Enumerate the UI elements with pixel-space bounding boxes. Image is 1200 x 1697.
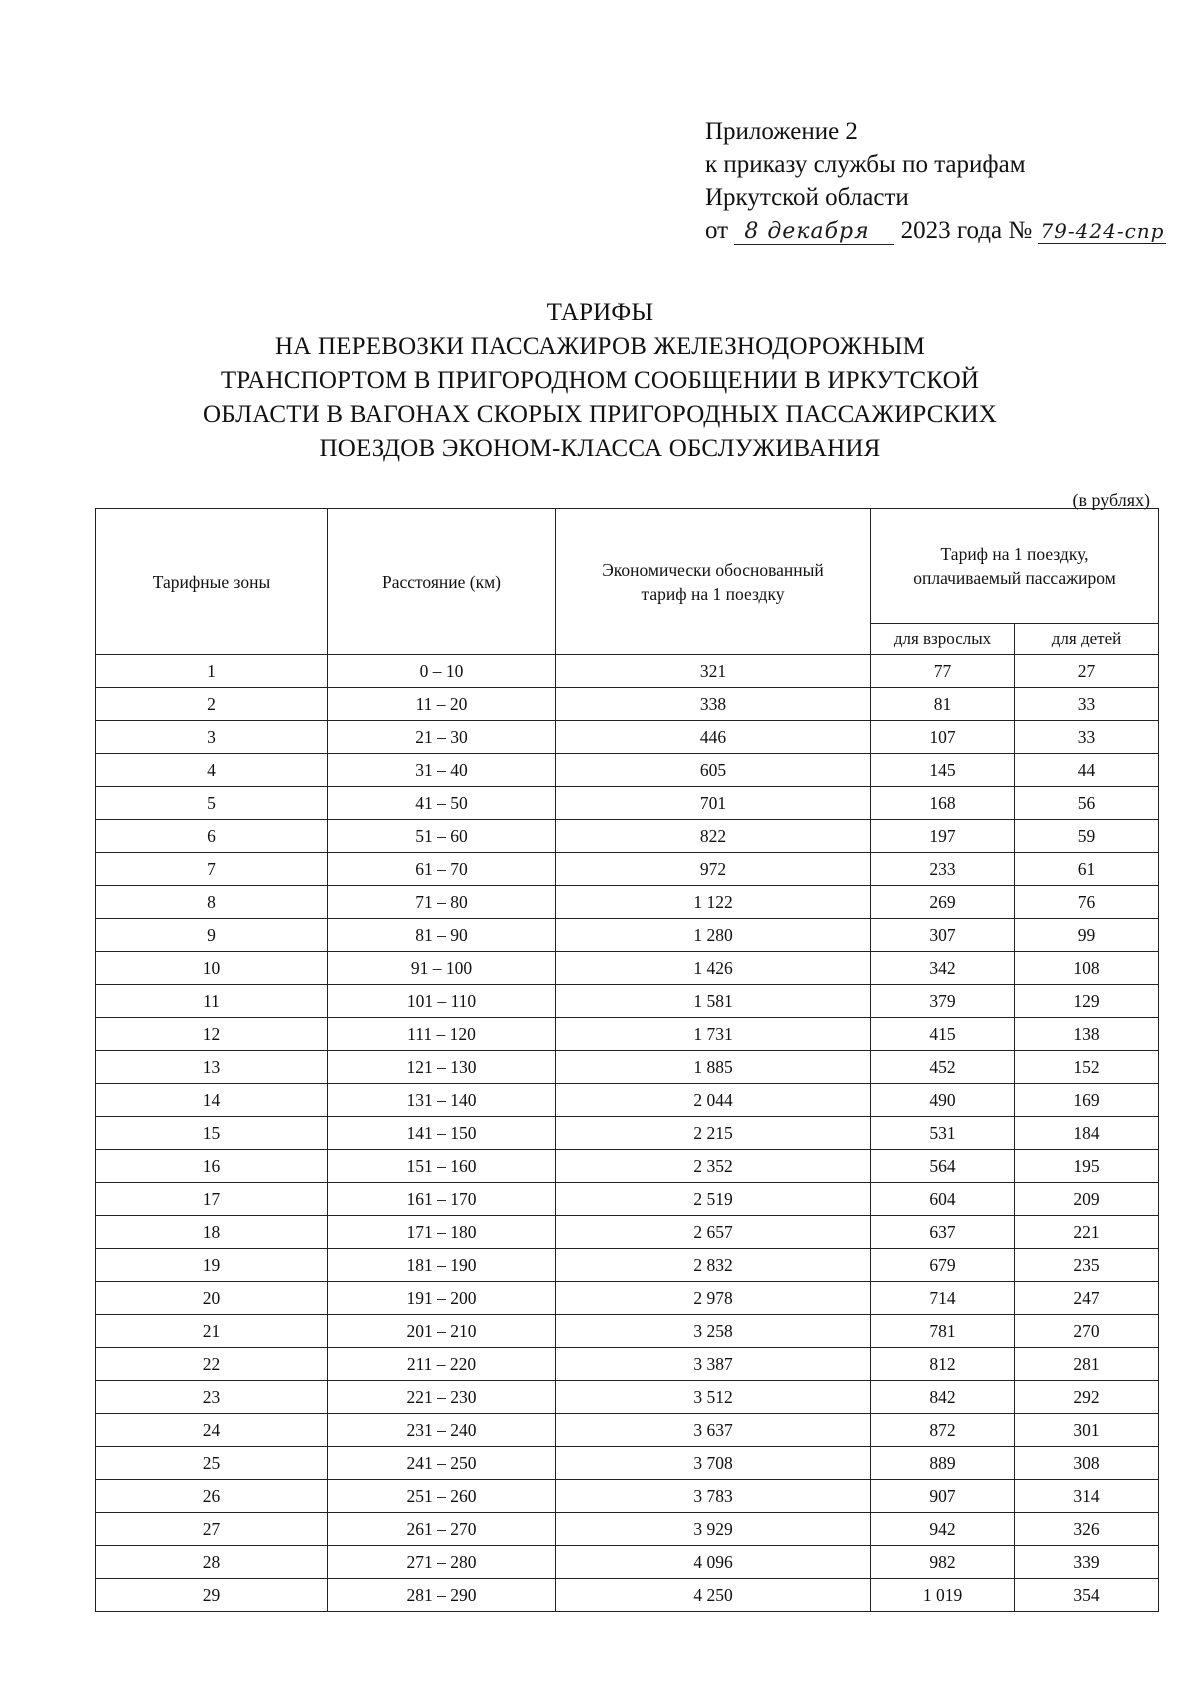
cell-adult-tariff: 233 <box>871 853 1015 886</box>
cell-economic-tariff: 1 280 <box>556 919 871 952</box>
cell-economic-tariff: 1 122 <box>556 886 871 919</box>
cell-zone: 5 <box>96 787 328 820</box>
table-row <box>96 1513 1159 1546</box>
cell-distance: 191 – 200 <box>328 1282 556 1315</box>
cell-child-tariff: 339 <box>1015 1546 1159 1579</box>
cell-child-tariff: 169 <box>1015 1084 1159 1117</box>
table-row <box>96 721 1159 754</box>
cell-distance: 101 – 110 <box>328 985 556 1018</box>
cell-adult-tariff: 942 <box>871 1513 1015 1546</box>
table-row <box>96 1348 1159 1381</box>
header-adult: для взрослых <box>871 624 1015 655</box>
cell-distance: 21 – 30 <box>328 721 556 754</box>
cell-distance: 71 – 80 <box>328 886 556 919</box>
table-row <box>96 1414 1159 1447</box>
cell-economic-tariff: 1 885 <box>556 1051 871 1084</box>
title-line-1: ТАРИФЫ <box>546 299 654 326</box>
table-row <box>96 1249 1159 1282</box>
cell-economic-tariff: 605 <box>556 754 871 787</box>
cell-zone: 7 <box>96 853 328 886</box>
cell-zone: 4 <box>96 754 328 787</box>
cell-adult-tariff: 907 <box>871 1480 1015 1513</box>
cell-child-tariff: 56 <box>1015 787 1159 820</box>
cell-distance: 271 – 280 <box>328 1546 556 1579</box>
cell-adult-tariff: 197 <box>871 820 1015 853</box>
table-row <box>96 985 1159 1018</box>
cell-adult-tariff: 637 <box>871 1216 1015 1249</box>
handwritten-date: 8 декабря <box>734 220 894 245</box>
table-row <box>96 1381 1159 1414</box>
cell-economic-tariff: 2 519 <box>556 1183 871 1216</box>
cell-zone: 22 <box>96 1348 328 1381</box>
cell-adult-tariff: 145 <box>871 754 1015 787</box>
table-row <box>96 1447 1159 1480</box>
cell-economic-tariff: 446 <box>556 721 871 754</box>
table-row <box>96 886 1159 919</box>
cell-distance: 241 – 250 <box>328 1447 556 1480</box>
date-prefix: от <box>705 217 729 244</box>
header-distance: Расстояние (км) <box>328 509 556 655</box>
cell-adult-tariff: 379 <box>871 985 1015 1018</box>
table-row <box>96 820 1159 853</box>
table-row <box>96 1546 1159 1579</box>
cell-child-tariff: 195 <box>1015 1150 1159 1183</box>
cell-child-tariff: 270 <box>1015 1315 1159 1348</box>
cell-distance: 261 – 270 <box>328 1513 556 1546</box>
cell-distance: 211 – 220 <box>328 1348 556 1381</box>
cell-economic-tariff: 3 258 <box>556 1315 871 1348</box>
cell-zone: 25 <box>96 1447 328 1480</box>
cell-zone: 14 <box>96 1084 328 1117</box>
header-paid-line-1: Тариф на 1 поездку, <box>940 544 1089 564</box>
header-paid-tariff <box>871 509 1159 624</box>
table-row <box>96 1579 1159 1612</box>
cell-adult-tariff: 812 <box>871 1348 1015 1381</box>
table-row <box>96 1183 1159 1216</box>
cell-child-tariff: 99 <box>1015 919 1159 952</box>
table-row <box>96 952 1159 985</box>
cell-distance: 201 – 210 <box>328 1315 556 1348</box>
cell-child-tariff: 209 <box>1015 1183 1159 1216</box>
table-row <box>96 1480 1159 1513</box>
cell-zone: 16 <box>96 1150 328 1183</box>
cell-child-tariff: 44 <box>1015 754 1159 787</box>
title-line-4: ОБЛАСТИ В ВАГОНАХ СКОРЫХ ПРИГОРОДНЫХ ПАССАЖИРСКИХ <box>202 401 998 428</box>
cell-adult-tariff: 269 <box>871 886 1015 919</box>
cell-economic-tariff: 321 <box>556 655 871 688</box>
cell-child-tariff: 33 <box>1015 721 1159 754</box>
cell-child-tariff: 59 <box>1015 820 1159 853</box>
title-line-5: ПОЕЗДОВ ЭКОНОМ-КЛАССА ОБСЛУЖИВАНИЯ <box>319 435 881 462</box>
cell-child-tariff: 314 <box>1015 1480 1159 1513</box>
cell-economic-tariff: 2 657 <box>556 1216 871 1249</box>
cell-adult-tariff: 679 <box>871 1249 1015 1282</box>
cell-distance: 131 – 140 <box>328 1084 556 1117</box>
cell-zone: 3 <box>96 721 328 754</box>
table-row <box>96 787 1159 820</box>
cell-adult-tariff: 889 <box>871 1447 1015 1480</box>
cell-child-tariff: 27 <box>1015 655 1159 688</box>
cell-economic-tariff: 3 512 <box>556 1381 871 1414</box>
cell-adult-tariff: 452 <box>871 1051 1015 1084</box>
cell-economic-tariff: 2 215 <box>556 1117 871 1150</box>
cell-zone: 19 <box>96 1249 328 1282</box>
cell-distance: 111 – 120 <box>328 1018 556 1051</box>
cell-child-tariff: 76 <box>1015 886 1159 919</box>
cell-child-tariff: 247 <box>1015 1282 1159 1315</box>
cell-zone: 13 <box>96 1051 328 1084</box>
header-zone: Тарифные зоны <box>96 509 328 655</box>
cell-economic-tariff: 972 <box>556 853 871 886</box>
cell-adult-tariff: 107 <box>871 721 1015 754</box>
cell-zone: 24 <box>96 1414 328 1447</box>
cell-economic-tariff: 3 708 <box>556 1447 871 1480</box>
table-row <box>96 1216 1159 1249</box>
cell-adult-tariff: 415 <box>871 1018 1015 1051</box>
cell-distance: 31 – 40 <box>328 754 556 787</box>
cell-zone: 9 <box>96 919 328 952</box>
cell-adult-tariff: 168 <box>871 787 1015 820</box>
cell-adult-tariff: 77 <box>871 655 1015 688</box>
table-header <box>96 509 1159 655</box>
cell-zone: 17 <box>96 1183 328 1216</box>
table-row <box>96 853 1159 886</box>
cell-distance: 231 – 240 <box>328 1414 556 1447</box>
cell-child-tariff: 281 <box>1015 1348 1159 1381</box>
cell-child-tariff: 138 <box>1015 1018 1159 1051</box>
appendix-date-line <box>705 214 1166 247</box>
table-row <box>96 688 1159 721</box>
header-economic-line-2: тариф на 1 поездку <box>641 583 785 604</box>
cell-adult-tariff: 564 <box>871 1150 1015 1183</box>
cell-zone: 6 <box>96 820 328 853</box>
table-body <box>96 655 1159 1612</box>
cell-distance: 161 – 170 <box>328 1183 556 1216</box>
header-child: для детей <box>1015 624 1159 655</box>
header-paid-line-2: оплачиваемый пассажиром <box>913 568 1116 588</box>
cell-distance: 281 – 290 <box>328 1579 556 1612</box>
cell-distance: 0 – 10 <box>328 655 556 688</box>
cell-economic-tariff: 1 581 <box>556 985 871 1018</box>
cell-economic-tariff: 4 250 <box>556 1579 871 1612</box>
header-economic-line-1: Экономически обоснованный <box>602 559 824 580</box>
cell-adult-tariff: 1 019 <box>871 1579 1015 1612</box>
cell-economic-tariff: 701 <box>556 787 871 820</box>
cell-child-tariff: 33 <box>1015 688 1159 721</box>
cell-economic-tariff: 2 978 <box>556 1282 871 1315</box>
cell-child-tariff: 108 <box>1015 952 1159 985</box>
table-row <box>96 1018 1159 1051</box>
cell-economic-tariff: 3 929 <box>556 1513 871 1546</box>
table-row <box>96 1282 1159 1315</box>
appendix-header <box>705 115 1166 247</box>
cell-distance: 141 – 150 <box>328 1117 556 1150</box>
table-row <box>96 1315 1159 1348</box>
cell-economic-tariff: 2 832 <box>556 1249 871 1282</box>
tariff-table <box>95 508 1159 1612</box>
cell-economic-tariff: 3 637 <box>556 1414 871 1447</box>
cell-adult-tariff: 81 <box>871 688 1015 721</box>
header-economic-tariff <box>556 509 871 655</box>
cell-economic-tariff: 1 426 <box>556 952 871 985</box>
appendix-line-3: Иркутской области <box>705 184 909 211</box>
cell-child-tariff: 301 <box>1015 1414 1159 1447</box>
units-note: (в рублях) <box>1072 490 1150 510</box>
cell-distance: 51 – 60 <box>328 820 556 853</box>
cell-distance: 171 – 180 <box>328 1216 556 1249</box>
cell-zone: 20 <box>96 1282 328 1315</box>
table-row <box>96 754 1159 787</box>
cell-child-tariff: 354 <box>1015 1579 1159 1612</box>
cell-economic-tariff: 822 <box>556 820 871 853</box>
table-row <box>96 919 1159 952</box>
cell-distance: 181 – 190 <box>328 1249 556 1282</box>
cell-adult-tariff: 872 <box>871 1414 1015 1447</box>
cell-zone: 2 <box>96 688 328 721</box>
table-row <box>96 1150 1159 1183</box>
cell-child-tariff: 221 <box>1015 1216 1159 1249</box>
cell-zone: 26 <box>96 1480 328 1513</box>
cell-child-tariff: 61 <box>1015 853 1159 886</box>
year-text: 2023 года № <box>900 217 1033 244</box>
cell-economic-tariff: 3 783 <box>556 1480 871 1513</box>
cell-zone: 12 <box>96 1018 328 1051</box>
cell-economic-tariff: 4 096 <box>556 1546 871 1579</box>
appendix-line-1: Приложение 2 <box>705 118 858 145</box>
table-row <box>96 1084 1159 1117</box>
cell-zone: 8 <box>96 886 328 919</box>
cell-adult-tariff: 531 <box>871 1117 1015 1150</box>
cell-adult-tariff: 781 <box>871 1315 1015 1348</box>
cell-economic-tariff: 2 352 <box>556 1150 871 1183</box>
handwritten-order-number: 79-424-спр <box>1040 219 1165 243</box>
cell-distance: 41 – 50 <box>328 787 556 820</box>
cell-adult-tariff: 842 <box>871 1381 1015 1414</box>
cell-distance: 121 – 130 <box>328 1051 556 1084</box>
cell-adult-tariff: 490 <box>871 1084 1015 1117</box>
cell-distance: 61 – 70 <box>328 853 556 886</box>
cell-distance: 81 – 90 <box>328 919 556 952</box>
cell-distance: 91 – 100 <box>328 952 556 985</box>
table-row <box>96 1117 1159 1150</box>
cell-child-tariff: 308 <box>1015 1447 1159 1480</box>
cell-child-tariff: 152 <box>1015 1051 1159 1084</box>
cell-distance: 11 – 20 <box>328 688 556 721</box>
cell-child-tariff: 184 <box>1015 1117 1159 1150</box>
cell-child-tariff: 129 <box>1015 985 1159 1018</box>
cell-zone: 10 <box>96 952 328 985</box>
title-line-3: ТРАНСПОРТОМ В ПРИГОРОДНОМ СООБЩЕНИИ В ИРКУТСКОЙ <box>220 367 980 394</box>
cell-zone: 11 <box>96 985 328 1018</box>
header-row-1 <box>96 509 1159 624</box>
cell-zone: 23 <box>96 1381 328 1414</box>
table-row <box>96 655 1159 688</box>
title-line-2: НА ПЕРЕВОЗКИ ПАССАЖИРОВ ЖЕЛЕЗНОДОРОЖНЫМ <box>274 333 926 360</box>
appendix-line-2: к приказу службы по тарифам <box>705 151 1026 178</box>
cell-child-tariff: 235 <box>1015 1249 1159 1282</box>
cell-zone: 18 <box>96 1216 328 1249</box>
cell-adult-tariff: 604 <box>871 1183 1015 1216</box>
cell-economic-tariff: 3 387 <box>556 1348 871 1381</box>
cell-adult-tariff: 714 <box>871 1282 1015 1315</box>
cell-zone: 15 <box>96 1117 328 1150</box>
cell-distance: 221 – 230 <box>328 1381 556 1414</box>
cell-zone: 1 <box>96 655 328 688</box>
cell-economic-tariff: 2 044 <box>556 1084 871 1117</box>
cell-child-tariff: 326 <box>1015 1513 1159 1546</box>
cell-adult-tariff: 307 <box>871 919 1015 952</box>
cell-zone: 27 <box>96 1513 328 1546</box>
cell-adult-tariff: 982 <box>871 1546 1015 1579</box>
cell-child-tariff: 292 <box>1015 1381 1159 1414</box>
cell-economic-tariff: 1 731 <box>556 1018 871 1051</box>
cell-distance: 151 – 160 <box>328 1150 556 1183</box>
cell-zone: 21 <box>96 1315 328 1348</box>
table-row <box>96 1051 1159 1084</box>
cell-adult-tariff: 342 <box>871 952 1015 985</box>
cell-distance: 251 – 260 <box>328 1480 556 1513</box>
document-title <box>100 296 1100 466</box>
cell-zone: 29 <box>96 1579 328 1612</box>
cell-zone: 28 <box>96 1546 328 1579</box>
cell-economic-tariff: 338 <box>556 688 871 721</box>
